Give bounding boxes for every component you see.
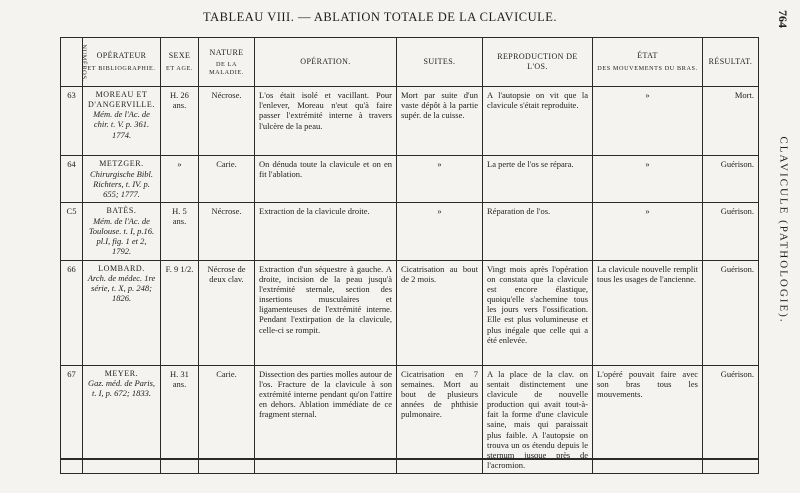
- header-numeros: NUMÉROS.: [61, 38, 83, 87]
- cell-resultat: Guérison.: [703, 203, 759, 260]
- header-suites: SUITES.: [397, 38, 483, 87]
- header-reproduction: REPRODUCTION DE L'OS.: [483, 38, 593, 87]
- cell-etat: »: [593, 87, 703, 156]
- cell-suites: »: [397, 203, 483, 260]
- cell-resultat: Guérison.: [703, 260, 759, 365]
- cell-reproduction: Réparation de l'os.: [483, 203, 593, 260]
- header-sexe: SEXE ET AGE.: [161, 38, 199, 87]
- bibliography: Arch. de médec. 1re série, t. X, p. 248; 1826.: [87, 273, 156, 304]
- cell-suites: Cicatrisation en 7 semaines. Mort au bout de plusieurs années de phthisie pulmonaire.: [397, 365, 483, 474]
- cell-resultat: Guérison.: [703, 365, 759, 474]
- cell-numero: C5: [61, 203, 83, 260]
- cell-operation: On dénuda toute la clavicule et on en fit l'ablation.: [255, 156, 397, 203]
- cell-resultat: Mort.: [703, 87, 759, 156]
- operator-name: MEYER.: [104, 368, 139, 378]
- cell-operateur: [83, 156, 161, 203]
- ablation-table: [60, 37, 759, 474]
- bibliography: Mém. de l'Ac. de chir. t. V. p. 361. 1774.: [93, 109, 150, 140]
- table-row: [61, 156, 759, 203]
- cell-nature: Carie.: [199, 156, 255, 203]
- cell-operation: L'os était isolé et vacillant. Pour l'enlever, Moreau n'eut qu'à faire passer l'extrémité interne à travers l'ulcère de la peau.: [255, 87, 397, 156]
- operator-name: LOMBARD.: [98, 263, 145, 273]
- cell-sexe-age: H. 26 ans.: [161, 87, 199, 156]
- cell-sexe-age: F. 9 1/2.: [161, 260, 199, 365]
- cell-nature: Carie.: [199, 365, 255, 474]
- bibliography: Chirurgische Bibl. Richters, t. IV. p. 655; 1777.: [90, 168, 153, 199]
- cell-etat: La clavicule nouvelle remplit tous les usages de l'ancienne.: [593, 260, 703, 365]
- cell-reproduction: Vingt mois après l'opération on constata que la clavicule est encore élastique, quoiqu'elle s'achemine tous les jours vers l'ossification. Elle est plus volumineuse et plus inégale que celle qui a été enlevée.: [483, 260, 593, 365]
- page-title: TABLEAU VIII. — ABLATION TOTALE DE LA CLAVICULE.: [202, 10, 558, 24]
- cell-reproduction: A la place de la clav. on sentait distinctement une clavicule de nouvelle production qui avait tout-à-fait la forme d'une clavicule saine, mais qui paraissait plus faible. A l'autopsie on trouva un os étendu depuis le sternum jusque près de l'acromion.: [483, 365, 593, 474]
- cell-operateur: [83, 260, 161, 365]
- cell-sexe-age: H. 5 ans.: [161, 203, 199, 260]
- cell-suites: Mort par suite d'un vaste dépôt à la partie supér. de la cuisse.: [397, 87, 483, 156]
- cell-etat: »: [593, 156, 703, 203]
- cell-etat: »: [593, 203, 703, 260]
- cell-nature: Nécrose.: [199, 203, 255, 260]
- cell-numero: 67: [61, 365, 83, 474]
- header-operateur: OPÉRATEUR ET BIBLIOGRAPHIE.: [83, 38, 161, 87]
- page-number: 764: [776, 10, 791, 28]
- cell-operateur: [83, 87, 161, 156]
- cell-nature: Nécrose.: [199, 87, 255, 156]
- cell-etat: L'opéré pouvait faire avec son bras tous les mouvements.: [593, 365, 703, 474]
- cell-sexe-age: H. 31 ans.: [161, 365, 199, 474]
- cell-resultat: Guérison.: [703, 156, 759, 203]
- running-side-heading: [770, 136, 798, 324]
- operator-name: MOREAU ET D'ANGERVILLE.: [87, 90, 156, 109]
- cell-numero: 63: [61, 87, 83, 156]
- header-operation: OPÉRATION.: [255, 38, 397, 87]
- cell-suites: Cicatrisation au bout de 2 mois.: [397, 260, 483, 365]
- cell-operation: Extraction d'un séquestre à gauche. A droite, incision de la peau jusqu'à l'extrémité sternale, section des insertions musculaires et ligamenteuses de l'extrémité interne. Pendant l'extirpation de la clavicule, celle-ci se rompit.: [255, 260, 397, 365]
- cell-numero: 64: [61, 156, 83, 203]
- table-bottom-rule: [60, 458, 758, 460]
- bibliography: Mém. de l'Ac. de Toulouse. t. I, p.16. pl.I, fig. 1 et 2, 1792.: [88, 215, 155, 257]
- header-nature: NATURE DE LA MALADIE.: [199, 38, 255, 87]
- header-etat: ÉTAT DES MOUVEMENTS DU BRAS.: [593, 38, 703, 87]
- cell-operation: Dissection des parties molles autour de l'os. Fracture de la clavicule à son extrémité interne pendant qu'on l'attire en dehors. Ablation immédiate de ce fragment sternal.: [255, 365, 397, 474]
- table-header-row: [61, 38, 759, 87]
- side-heading-text: CLAVICULE (PATHOLOGIE).: [778, 136, 791, 324]
- cell-reproduction: La perte de l'os se répara.: [483, 156, 593, 203]
- operator-name: BATÈS.: [106, 206, 137, 216]
- table-row: [61, 87, 759, 156]
- cell-operation: Extraction de la clavicule droite.: [255, 203, 397, 260]
- table-row: [61, 260, 759, 365]
- cell-numero: 66: [61, 260, 83, 365]
- operator-name: METZGER.: [99, 159, 144, 168]
- cell-suites: »: [397, 156, 483, 203]
- header-resultat: RÉSULTAT.: [703, 38, 759, 87]
- cell-reproduction: A l'autopsie on vit que la clavicule s'était reproduite.: [483, 87, 593, 156]
- cell-nature: Nécrose de deux clav.: [199, 260, 255, 365]
- bibliography: Gaz. méd. de Paris, t. I, p. 672; 1833.: [87, 378, 156, 399]
- cell-operateur: [83, 203, 161, 260]
- cell-sexe-age: »: [161, 156, 199, 203]
- table-row: [61, 203, 759, 260]
